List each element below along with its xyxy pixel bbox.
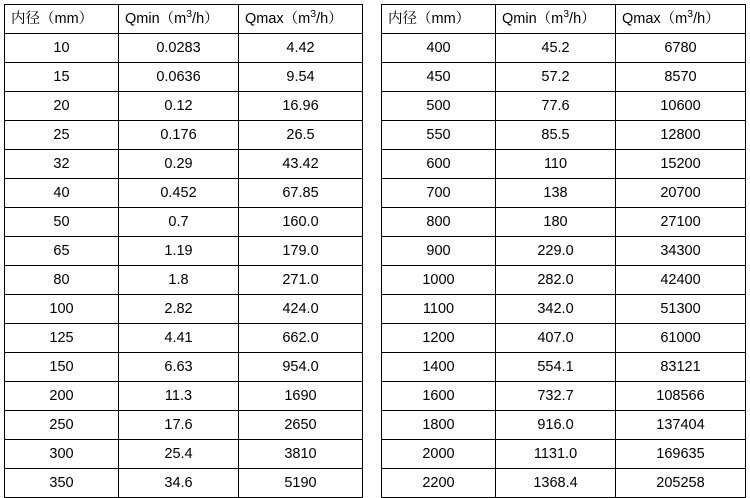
cell-qmax: 205258 [616, 469, 746, 498]
cell-qmax: 160.0 [239, 208, 363, 237]
cell-qmax: 108566 [616, 382, 746, 411]
table-row [382, 469, 746, 498]
cell-qmin: 0.12 [119, 92, 239, 121]
table-row [382, 382, 746, 411]
cell-inner-diameter: 2000 [382, 440, 496, 469]
table-row [382, 237, 746, 266]
cell-qmax: 179.0 [239, 237, 363, 266]
cell-inner-diameter: 1600 [382, 382, 496, 411]
table-row [5, 92, 363, 121]
cell-qmin: 11.3 [119, 382, 239, 411]
cell-inner-diameter: 500 [382, 92, 496, 121]
cell-qmin: 342.0 [496, 295, 616, 324]
table-row [5, 150, 363, 179]
table-row [5, 353, 363, 382]
table-row [5, 179, 363, 208]
table-row [5, 382, 363, 411]
cell-inner-diameter: 400 [382, 34, 496, 63]
header-cell-qmin: $Qmin(m^3/h)$ [496, 5, 616, 34]
cell-inner-diameter: 350 [5, 469, 119, 498]
cell-inner-diameter: 1100 [382, 295, 496, 324]
header-row [5, 5, 363, 34]
cell-qmin: 2.82 [119, 295, 239, 324]
cell-inner-diameter: 250 [5, 411, 119, 440]
cell-inner-diameter: 200 [5, 382, 119, 411]
cell-qmax: 271.0 [239, 266, 363, 295]
cell-inner-diameter: 300 [5, 440, 119, 469]
cell-inner-diameter: 65 [5, 237, 119, 266]
header-cell-qmax: $Qmax(m^3/h)$ [239, 5, 363, 34]
cell-inner-diameter: 550 [382, 121, 496, 150]
cell-qmax: 67.85 [239, 179, 363, 208]
table-header-left [5, 5, 363, 34]
table-row [5, 469, 363, 498]
table-row [5, 324, 363, 353]
cell-qmin: 407.0 [496, 324, 616, 353]
cell-inner-diameter: 700 [382, 179, 496, 208]
table-row [382, 150, 746, 179]
header-cell-inner-diameter: 内径（mm） [382, 5, 496, 34]
cell-qmin: 4.41 [119, 324, 239, 353]
cell-qmin: 554.1 [496, 353, 616, 382]
table-row [382, 353, 746, 382]
table-row [5, 34, 363, 63]
cell-qmin: 138 [496, 179, 616, 208]
table-header-right [382, 5, 746, 34]
header-cell-qmax: $Qmax(m^3/h)$ [616, 5, 746, 34]
cell-inner-diameter: 1000 [382, 266, 496, 295]
cell-qmin: 916.0 [496, 411, 616, 440]
cell-qmax: 9.54 [239, 63, 363, 92]
cell-qmax: 137404 [616, 411, 746, 440]
cell-inner-diameter: 50 [5, 208, 119, 237]
cell-inner-diameter: 32 [5, 150, 119, 179]
cell-inner-diameter: 150 [5, 353, 119, 382]
cell-qmax: 43.42 [239, 150, 363, 179]
table-row [5, 411, 363, 440]
flow-table-left [4, 4, 363, 498]
table-row [5, 237, 363, 266]
cell-qmax: 10600 [616, 92, 746, 121]
cell-inner-diameter: 800 [382, 208, 496, 237]
cell-qmin: 17.6 [119, 411, 239, 440]
cell-qmax: 42400 [616, 266, 746, 295]
cell-qmin: 1368.4 [496, 469, 616, 498]
cell-qmin: 6.63 [119, 353, 239, 382]
cell-qmin: 0.29 [119, 150, 239, 179]
cell-inner-diameter: 80 [5, 266, 119, 295]
cell-qmin: 1131.0 [496, 440, 616, 469]
cell-inner-diameter: 900 [382, 237, 496, 266]
cell-qmin: 229.0 [496, 237, 616, 266]
cell-qmin: 57.2 [496, 63, 616, 92]
cell-qmin: 25.4 [119, 440, 239, 469]
cell-qmin: 34.6 [119, 469, 239, 498]
cell-qmin: 110 [496, 150, 616, 179]
table-row [382, 440, 746, 469]
cell-qmax: 83121 [616, 353, 746, 382]
table-row [5, 440, 363, 469]
cell-qmin: 1.19 [119, 237, 239, 266]
cell-inner-diameter: 100 [5, 295, 119, 324]
table-row [382, 34, 746, 63]
table-row [382, 208, 746, 237]
cell-qmax: 15200 [616, 150, 746, 179]
cell-inner-diameter: 25 [5, 121, 119, 150]
cell-qmax: 12800 [616, 121, 746, 150]
table-row [382, 63, 746, 92]
table-row [5, 121, 363, 150]
cell-qmax: 51300 [616, 295, 746, 324]
cell-qmax: 34300 [616, 237, 746, 266]
header-cell-inner-diameter: 内径（mm） [5, 5, 119, 34]
cell-qmin: 0.452 [119, 179, 239, 208]
cell-qmin: 1.8 [119, 266, 239, 295]
cell-inner-diameter: 1200 [382, 324, 496, 353]
cell-qmax: 954.0 [239, 353, 363, 382]
table-row [5, 63, 363, 92]
cell-qmax: 8570 [616, 63, 746, 92]
cell-inner-diameter: 15 [5, 63, 119, 92]
cell-qmin: 282.0 [496, 266, 616, 295]
cell-qmin: 0.176 [119, 121, 239, 150]
table-row [5, 295, 363, 324]
cell-inner-diameter: 600 [382, 150, 496, 179]
header-cell-qmin: $Qmin(m^3/h)$ [119, 5, 239, 34]
table-body-left [5, 34, 363, 498]
cell-qmax: 61000 [616, 324, 746, 353]
cell-inner-diameter: 1400 [382, 353, 496, 382]
cell-qmax: 16.96 [239, 92, 363, 121]
cell-inner-diameter: 40 [5, 179, 119, 208]
cell-inner-diameter: 2200 [382, 469, 496, 498]
cell-qmax: 169635 [616, 440, 746, 469]
table-body-right [382, 34, 746, 498]
table-row [5, 266, 363, 295]
cell-qmin: 180 [496, 208, 616, 237]
cell-qmax: 662.0 [239, 324, 363, 353]
cell-qmin: 732.7 [496, 382, 616, 411]
table-row [382, 411, 746, 440]
table-row [382, 324, 746, 353]
cell-qmax: 1690 [239, 382, 363, 411]
cell-qmax: 20700 [616, 179, 746, 208]
table-row [382, 295, 746, 324]
cell-qmax: 4.42 [239, 34, 363, 63]
cell-inner-diameter: 20 [5, 92, 119, 121]
cell-qmin: 77.6 [496, 92, 616, 121]
table-row [382, 121, 746, 150]
cell-inner-diameter: 450 [382, 63, 496, 92]
cell-qmax: 27100 [616, 208, 746, 237]
header-row [382, 5, 746, 34]
cell-qmax: 424.0 [239, 295, 363, 324]
table-row [382, 266, 746, 295]
table-row [382, 179, 746, 208]
table-row [5, 208, 363, 237]
cell-qmax: 26.5 [239, 121, 363, 150]
cell-qmin: 85.5 [496, 121, 616, 150]
cell-qmin: 0.0283 [119, 34, 239, 63]
cell-qmax: 3810 [239, 440, 363, 469]
cell-qmin: 0.7 [119, 208, 239, 237]
cell-inner-diameter: 10 [5, 34, 119, 63]
cell-qmax: 6780 [616, 34, 746, 63]
cell-qmax: 2650 [239, 411, 363, 440]
table-row [382, 92, 746, 121]
cell-qmin: 0.0636 [119, 63, 239, 92]
cell-inner-diameter: 125 [5, 324, 119, 353]
cell-qmin: 45.2 [496, 34, 616, 63]
cell-inner-diameter: 1800 [382, 411, 496, 440]
flow-table-right [381, 4, 746, 498]
cell-qmax: 5190 [239, 469, 363, 498]
